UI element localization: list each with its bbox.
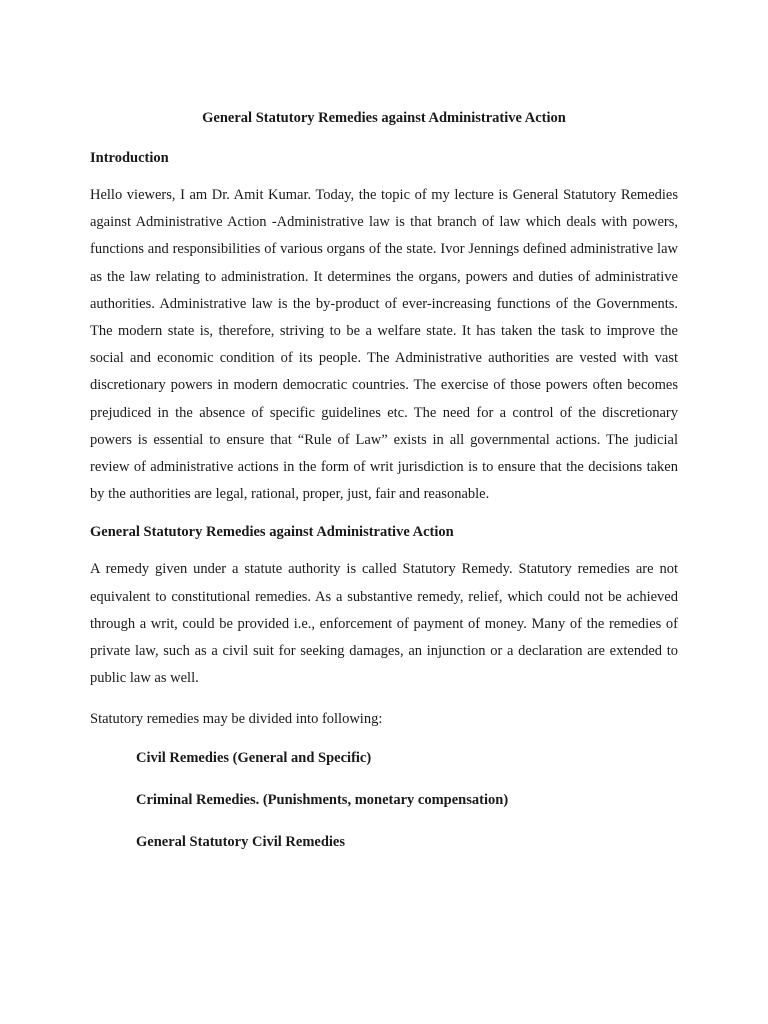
section-paragraph: A remedy given under a statute authority is called Statutory Remedy. Statutory remedies are not equivalent to constitutional remedies. As a substantive remedy, relief, which could not be achieved through a writ, could be provided i.e., enforcement of payment of money. Many of the remedies of private law, such as a civil suit for seeking damages, an injunction or a declaration are extended to public law as well. [90,561,678,687]
document-page [90,108,678,874]
list-item-general-civil-remedies: General Statutory Civil Remedies [136,833,346,850]
introduction-heading: Introduction [90,150,169,166]
section-heading: General Statutory Remedies against Administrative Action [90,524,454,541]
list-item-civil-remedies: Civil Remedies (General and Specific) [136,749,372,766]
introduction-paragraph: Hello viewers, I am Dr. Amit Kumar. Today, the topic of my lecture is General Statutory Remedies against Administrative Action -Administrative law is that branch of law which deals with powers, functions and responsibilities of various organs of the state. Ivor Jennings defined administrative law as the law relating to administration. It determines the organs, powers and duties of administrative authorities. Administrative law is the by-product of ever-increasing functions of the Governments. The modern state is, therefore, striving to be a welfare state. It has taken the task to improve the social and economic condition of its people. The Administrative authorities are vested with vast discretionary powers in modern democratic countries. The exercise of those powers often becomes prejudiced in the absence of specific guidelines etc. The need for a control of the discretionary powers is essential to ensure that “Rule of Law” exists in all governmental actions. The judicial review of administrative actions in the form of writ jurisdiction is to ensure that the decisions taken by the authorities are legal, rational, proper, just, fair and reasonable. [90,187,678,503]
document-title: General Statutory Remedies against Administrative Action [202,110,566,126]
list-item-criminal-remedies: Criminal Remedies. (Punishments, monetary compensation) [136,791,509,808]
division-intro-text: Statutory remedies may be divided into following: [90,711,383,728]
